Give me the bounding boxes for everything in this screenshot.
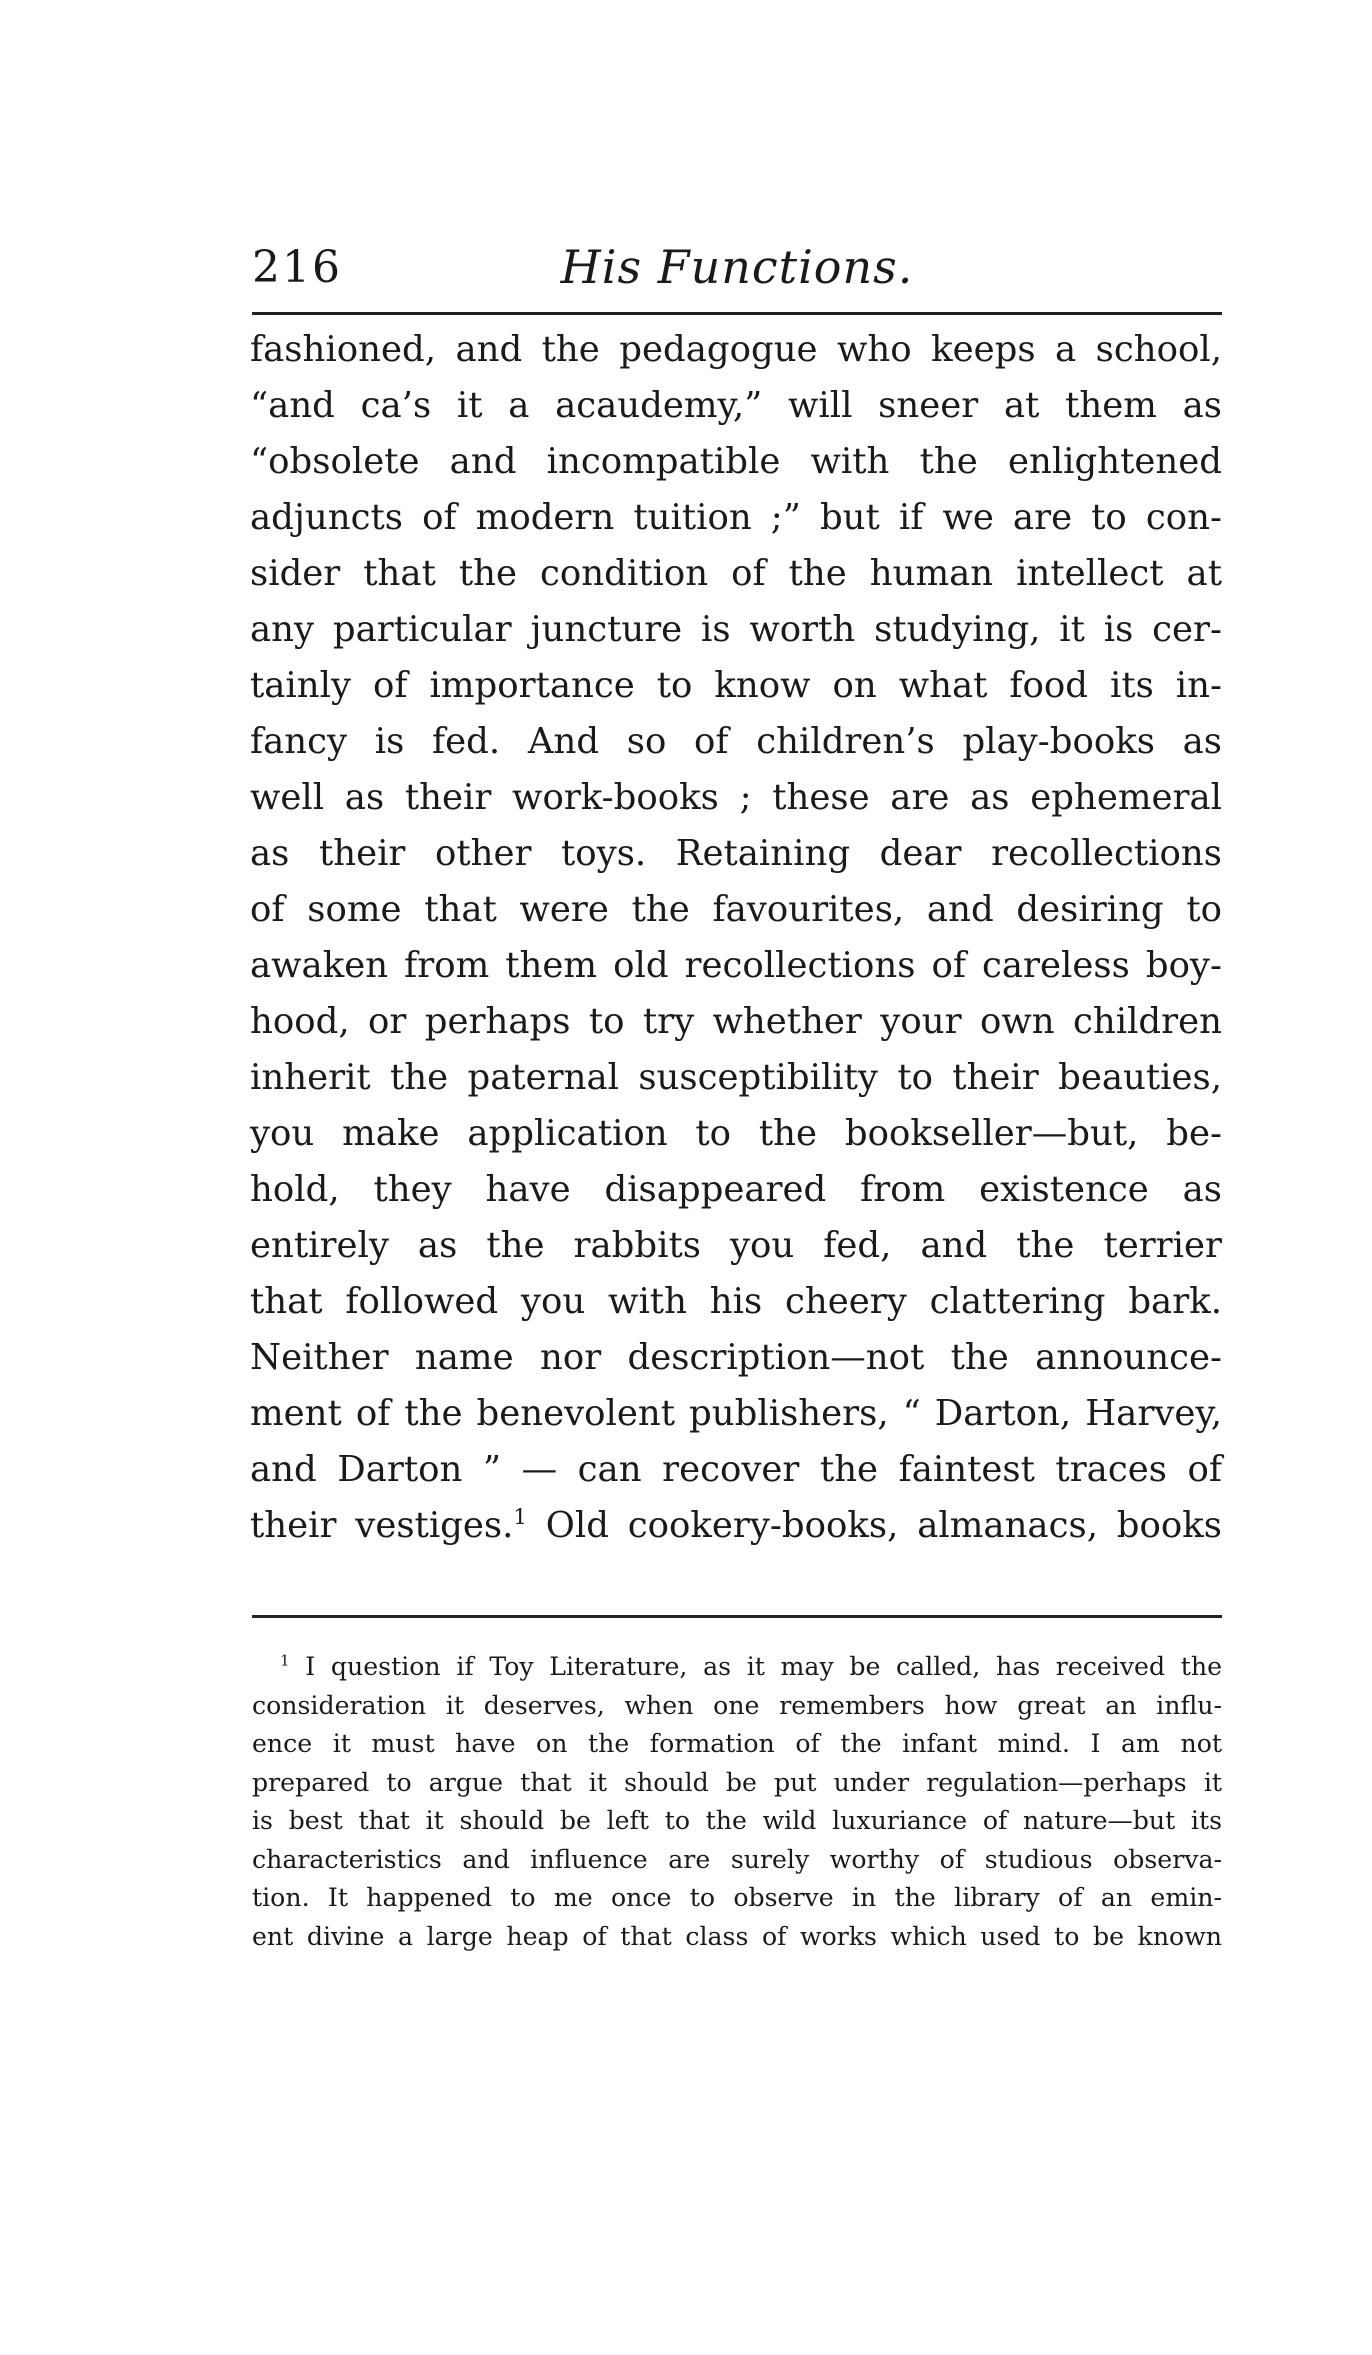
body-line: sider that the condition of the human intellect at [250, 553, 1222, 594]
body-line: fancy is fed. And so of children’s play-books as [250, 721, 1222, 762]
body-line: hold, they have disappeared from existence as [250, 1169, 1222, 1210]
header-rule [252, 312, 1222, 315]
footnote-line: prepared to argue that it should be put under regulation—perhaps it [252, 1767, 1222, 1797]
body-line: Neither name nor description—not the announce- [250, 1337, 1222, 1378]
body-line: fashioned, and the pedagogue who keeps a school, [250, 329, 1222, 370]
footnote-line: is best that it should be left to the wild luxuriance of nature—but its [252, 1806, 1222, 1835]
footnote-line: ent divine a large heap of that class of works which used to be known [252, 1921, 1222, 1951]
footnote-reference: 1 [513, 1505, 527, 1531]
footnote-line: tion. It happened to me once to observe in the library of an emin- [252, 1883, 1222, 1912]
body-line: ment of the benevolent publishers, “ Darton, Harvey, [250, 1393, 1222, 1434]
footnote-line-first [252, 1648, 1222, 1687]
footnote-line: ence it must have on the formation of the infant mind. I am not [252, 1729, 1222, 1758]
page-header [252, 232, 1222, 302]
body-line: “obsolete and incompatible with the enlightened [250, 441, 1222, 482]
body-line: as their other toys. Retaining dear recollections [250, 833, 1222, 874]
body-line: entirely as the rabbits you fed, and the terrier [250, 1225, 1222, 1266]
body-line: any particular juncture is worth studying, it is cer- [250, 609, 1222, 650]
body-line: of some that were the favourites, and desiring to [250, 889, 1222, 930]
footnote-text-fragment: I question if Toy Literature, as it may be called, has received the [289, 1652, 1222, 1681]
body-line: you make application to the bookseller—but, be- [250, 1113, 1222, 1154]
body-line-last [250, 1498, 1222, 1554]
running-title: His Functions. [560, 240, 914, 294]
body-line: that followed you with his cheery clattering bark. [250, 1281, 1222, 1322]
body-line: awaken from them old recollections of careless boy- [250, 945, 1222, 986]
body-text [250, 322, 1222, 1554]
body-text-fragment: their vestiges. [250, 1505, 514, 1546]
body-text-fragment: Old cookery-books, almanacs, books [526, 1505, 1222, 1546]
footnote [252, 1648, 1222, 1956]
body-line: adjuncts of modern tuition ;” but if we are to con- [250, 497, 1222, 538]
footnote-line: consideration it deserves, when one remembers how great an influ- [252, 1690, 1222, 1720]
body-line: hood, or perhaps to try whether your own children [250, 1001, 1222, 1042]
footnote-rule [252, 1615, 1222, 1618]
body-line: “and ca’s it a acaudemy,” will sneer at them as [250, 385, 1222, 426]
footnote-marker: 1 [280, 1651, 290, 1670]
body-line: and Darton ” — can recover the faintest traces of [250, 1449, 1222, 1490]
body-line: well as their work-books ; these are as ephemeral [250, 777, 1222, 818]
body-line: tainly of importance to know on what food its in- [250, 665, 1222, 706]
page-number: 216 [252, 242, 342, 293]
footnote-line: characteristics and influence are surely worthy of studious observa- [252, 1844, 1222, 1874]
body-line: inherit the paternal susceptibility to their beauties, [250, 1057, 1222, 1098]
